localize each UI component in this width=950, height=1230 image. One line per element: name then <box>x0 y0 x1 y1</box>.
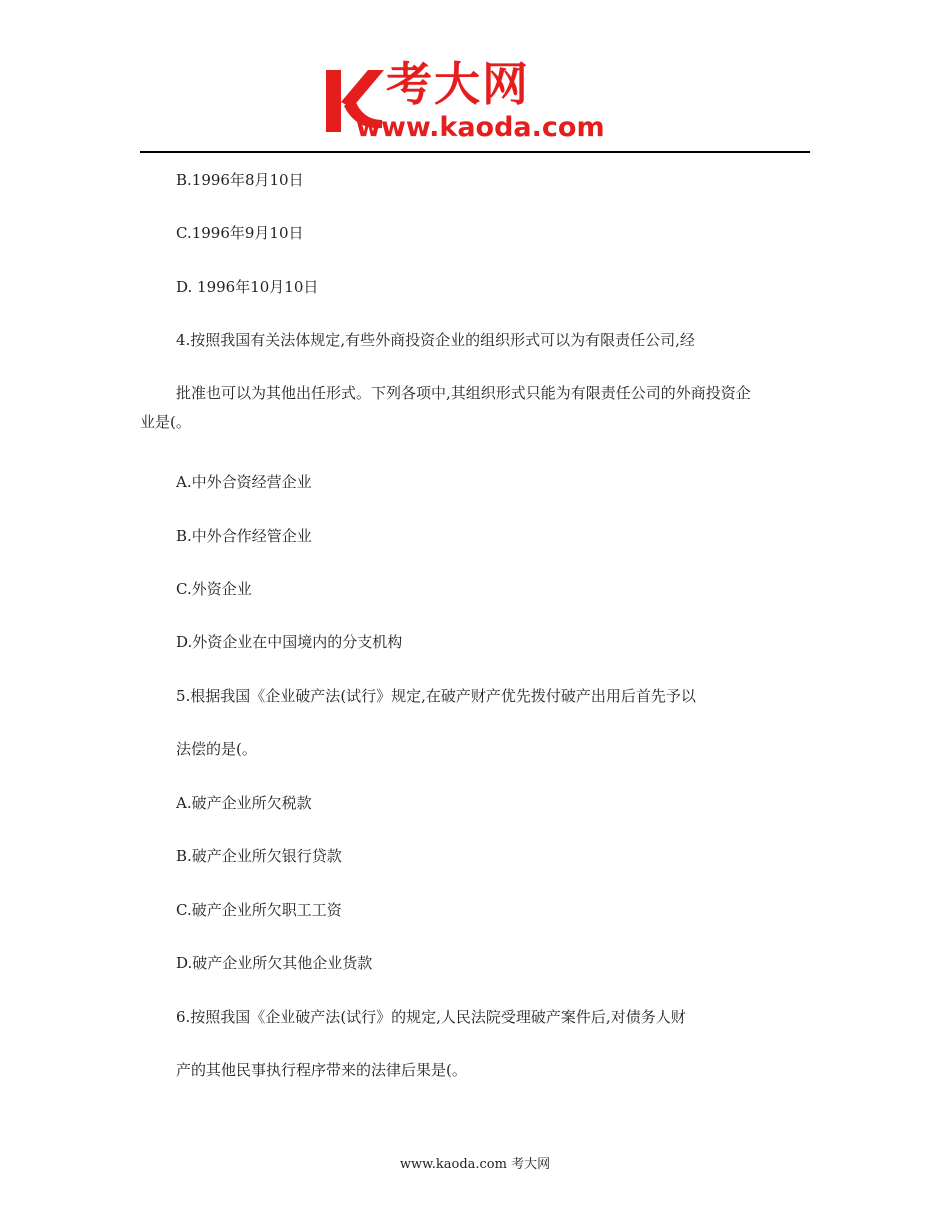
question-4-option-d: D.外资企业在中国境内的分支机构 <box>176 633 403 651</box>
question-6-line-1: 6.按照我国《企业破产法(试行》的规定,人民法院受理破产案件后,对债务人财 <box>176 1008 686 1026</box>
question-4-line-3: 业是(。 <box>140 413 191 431</box>
logo-chinese-text: 考大网 <box>386 57 530 111</box>
page-header <box>0 0 950 160</box>
logo-url-text: www.kaoda.com <box>356 112 605 143</box>
option-c-line: C.1996年9月10日 <box>176 224 304 242</box>
question-5-option-b: B.破产企业所欠银行贷款 <box>176 847 342 865</box>
question-5-line-1: 5.根据我国《企业破产法(试行》规定,在破产财产优先拨付破产出用后首先予以 <box>176 687 696 705</box>
question-4-option-a: A.中外合资经营企业 <box>176 473 312 491</box>
question-4-line-1: 4.按照我国有关法体规定,有些外商投资企业的组织形式可以为有限责任公司,经 <box>176 331 695 349</box>
question-4-line-2: 批准也可以为其他出任形式。下列各项中,其组织形式只能为有限责任公司的外商投资企 <box>176 384 751 402</box>
question-5-option-d: D.破产企业所欠其他企业货款 <box>176 954 373 972</box>
header-divider <box>140 151 810 153</box>
question-6-line-2: 产的其他民事执行程序带来的法律后果是(。 <box>176 1061 467 1079</box>
question-5-option-a: A.破产企业所欠税款 <box>176 794 312 812</box>
option-d-line: D. 1996年10月10日 <box>176 278 319 296</box>
question-5-line-2: 法偿的是(。 <box>176 740 257 758</box>
question-4-option-b: B.中外合作经管企业 <box>176 527 312 545</box>
question-4-option-c: C.外资企业 <box>176 580 252 598</box>
option-b-line: B.1996年8月10日 <box>176 171 304 189</box>
page-footer: www.kaoda.com 考大网 <box>399 1157 551 1172</box>
question-5-option-c: C.破产企业所欠职工工资 <box>176 901 342 919</box>
